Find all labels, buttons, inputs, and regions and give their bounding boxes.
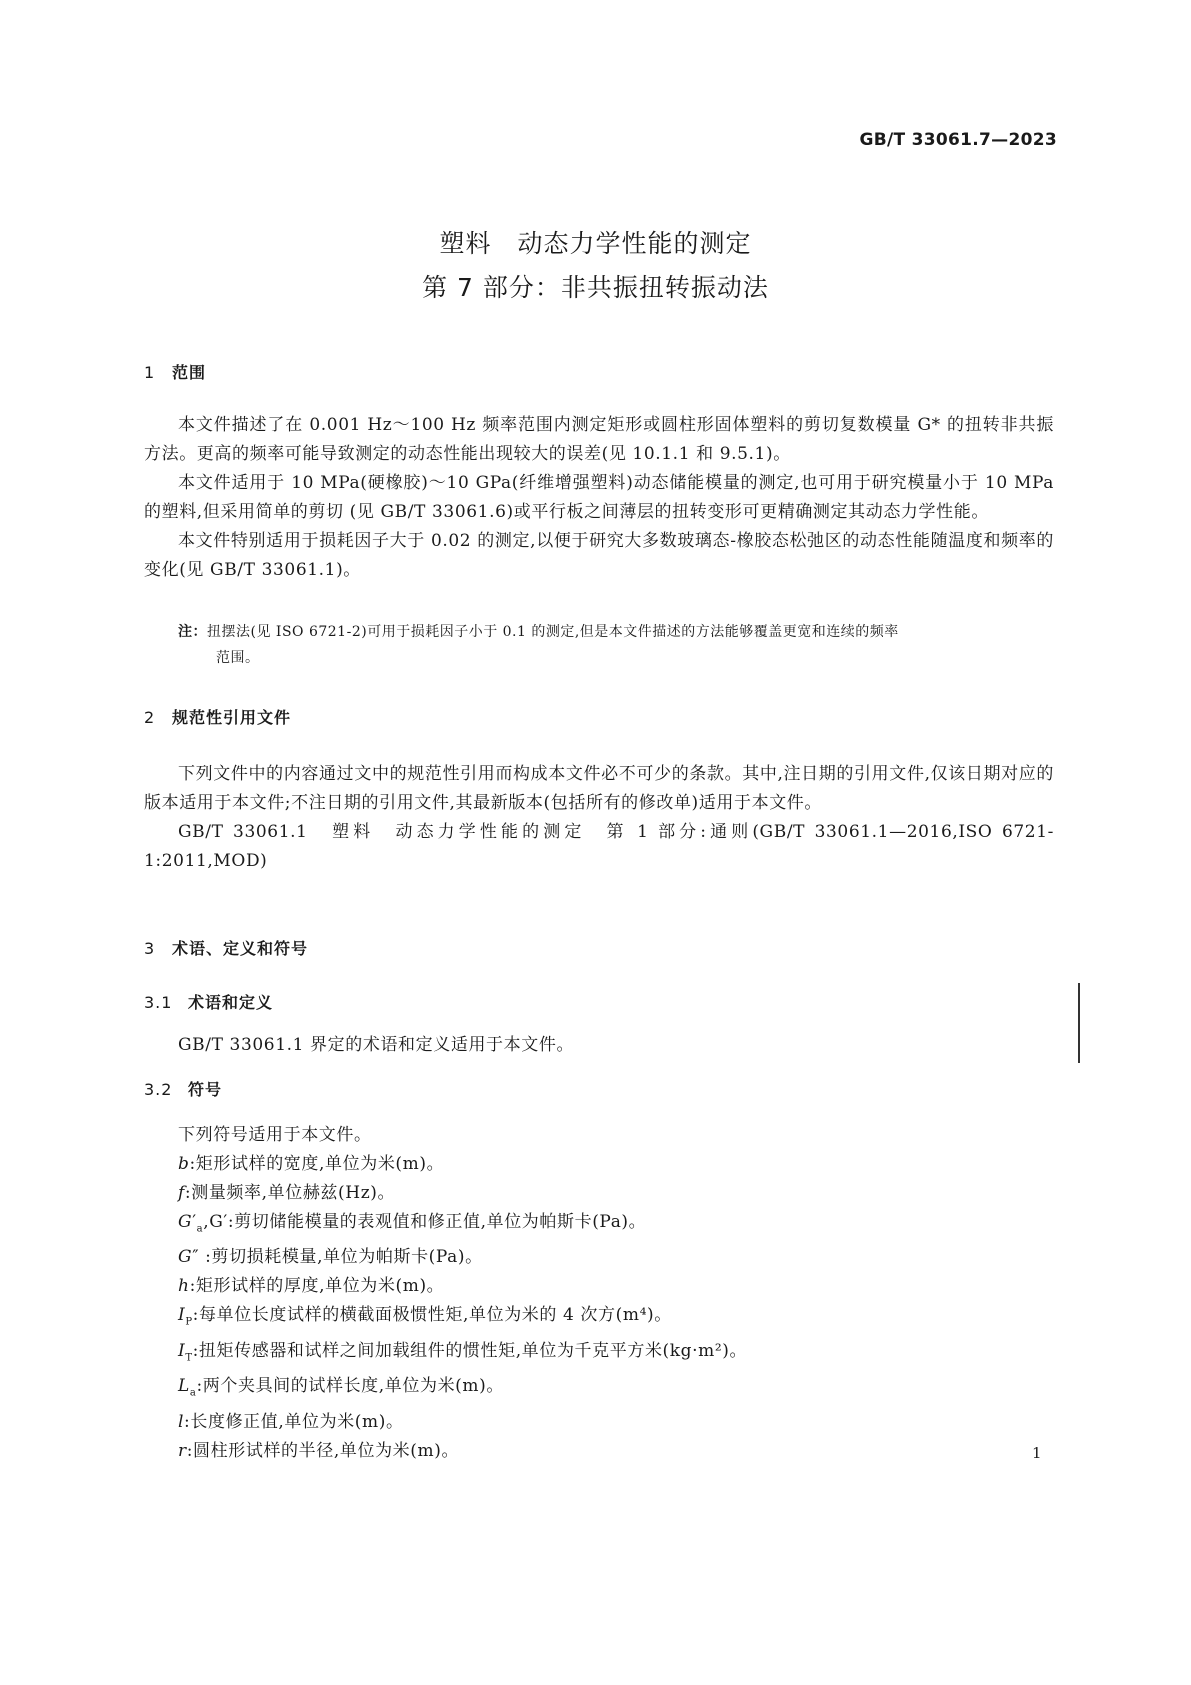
section-3-heading xyxy=(144,936,308,959)
symbol-item: $L_a$:两个夹具间的试样长度,单位为米(m)。 xyxy=(178,1376,504,1399)
standard-number: GB/T 33061.7—2023 xyxy=(859,130,1057,150)
section-number: 1 xyxy=(144,363,156,382)
paragraph: 本文件特别适用于损耗因子大于 0.02 的测定,以便于研究大多数玻璃态-橡胶态松弛区的动态性能随温度和频率的变化(见 GB/T 33061.1)。 xyxy=(144,531,1054,580)
document-subtitle: 第 7 部分：非共振扭转振动法 xyxy=(422,273,769,302)
section-number: 3 xyxy=(144,939,156,958)
normative-reference: GB/T 33061.1 塑料 动态力学性能的测定 第 1 部分:通则(GB/T 33061.1—2016,ISO 6721-1:2011,MOD) xyxy=(144,822,1054,871)
section-1-body xyxy=(144,411,1054,585)
section-3-1-body xyxy=(144,1031,1054,1060)
section-title: 范围 xyxy=(172,363,207,382)
symbol-item: h:矩形试样的厚度,单位为米(m)。 xyxy=(178,1276,445,1297)
paragraph: 本文件描述了在 0.001 Hz～100 Hz 频率范围内测定矩形或圆柱形固体塑料的剪切复数模量 G* 的扭转非共振方法。更高的频率可能导致测定的动态性能出现较大的误差(见 10.1.1 和 9.5.1)。 xyxy=(144,415,1054,464)
symbol-item: f:测量频率,单位赫兹(Hz)。 xyxy=(178,1183,396,1203)
section-number: 2 xyxy=(144,708,156,727)
symbols-intro: 下列符号适用于本文件。 xyxy=(178,1125,372,1145)
section-3-1-heading xyxy=(144,990,273,1013)
section-number: 3.2 xyxy=(144,1080,173,1099)
section-title: 术语、定义和符号 xyxy=(172,939,309,958)
section-title: 术语和定义 xyxy=(188,993,274,1012)
section-number: 3.1 xyxy=(144,993,173,1012)
symbol-item: r:圆柱形试样的半径,单位为米(m)。 xyxy=(178,1440,460,1461)
section-2-body xyxy=(144,760,1054,876)
symbol-item: $G'_a,G'$:剪切储能模量的表观值和修正值,单位为帕斯卡(Pa)。 xyxy=(178,1212,647,1235)
symbol-item: $I_P$:每单位长度试样的横截面极惯性矩,单位为米的 4 次方(m⁴)。 xyxy=(178,1305,672,1328)
section-1-heading xyxy=(144,360,206,383)
section-3-2-heading xyxy=(144,1077,222,1100)
section-2-heading xyxy=(144,705,291,728)
note xyxy=(178,619,1056,671)
note-label: 注： xyxy=(178,624,207,640)
symbols-list xyxy=(178,1121,1048,1466)
change-bar xyxy=(1078,983,1080,1063)
paragraph: GB/T 33061.1 界定的术语和定义适用于本文件。 xyxy=(178,1035,575,1055)
symbol-item: $I_T$:扭矩传感器和试样之间加载组件的惯性矩,单位为千克平方米(kg·m²)。 xyxy=(178,1340,748,1364)
document-title: 塑料 动态力学性能的测定 xyxy=(439,229,752,258)
note-text: 扭摆法(见 ISO 6721-2)可用于损耗因子小于 0.1 的测定,但是本文件描述的方法能够覆盖更宽和连续的频率 xyxy=(207,624,899,640)
paragraph: 下列文件中的内容通过文中的规范性引用而构成本文件必不可少的条款。其中,注日期的引用文件,仅该日期对应的版本适用于本文件;不注日期的引用文件,其最新版本(包括所有的修改单)适用于本文件。 xyxy=(144,764,1054,813)
page-number: 1 xyxy=(1032,1444,1042,1462)
symbol-item: G″ :剪切损耗模量,单位为帕斯卡(Pa)。 xyxy=(178,1247,483,1268)
paragraph: 本文件适用于 10 MPa(硬橡胶)～10 GPa(纤维增强塑料)动态储能模量的测定,也可用于研究模量小于 10 MPa 的塑料,但采用简单的剪切 (见 GB/T 33061.6)或平行板之间薄层的扭转变形可更精确测定其动态力学性能。 xyxy=(144,473,1054,522)
note-continuation: 范围。 xyxy=(216,650,260,666)
symbol-item: b:矩形试样的宽度,单位为米(m)。 xyxy=(178,1154,445,1174)
section-title: 符号 xyxy=(188,1080,223,1099)
symbol-item: l:长度修正值,单位为米(m)。 xyxy=(178,1411,404,1432)
section-title: 规范性引用文件 xyxy=(172,708,292,727)
